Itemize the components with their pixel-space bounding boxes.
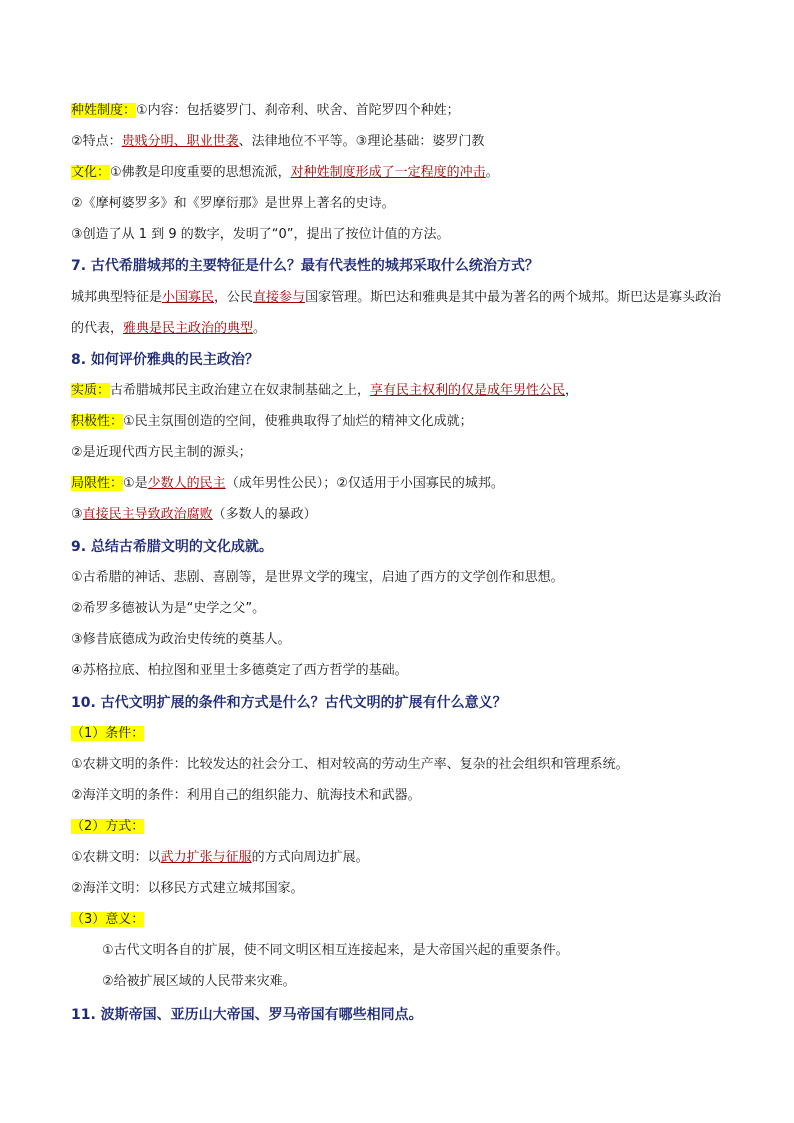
text: 国家管理。斯巴达和雅典是其中最为著名的两个城邦。斯巴达是寡头政治的代表， — [71, 290, 722, 336]
conditions-heading — [71, 724, 144, 744]
key-point: 贵贱分明、职业世袭 — [121, 134, 239, 149]
literature-line — [71, 568, 564, 588]
city-state-paragraph — [71, 282, 723, 344]
highlight-label: （1）条件： — [71, 726, 145, 741]
maritime-method-line — [71, 879, 304, 899]
numerals-line — [71, 225, 449, 245]
text: 的方式向周边扩展。 — [251, 850, 369, 865]
text: ③创造了从 1 到 9 的数字，发明了“0”，提出了按位计值的方法。 — [71, 227, 450, 242]
highlight-label: 积极性： — [71, 414, 124, 429]
agrarian-conditions-line — [71, 755, 629, 775]
highlight-label: 种姓制度： — [71, 103, 137, 118]
positive-line — [71, 412, 473, 432]
highlight-label: 文化： — [71, 165, 111, 180]
text: ①是 — [123, 476, 148, 491]
text: ，公民 — [214, 290, 254, 305]
text: ， — [565, 383, 579, 398]
text: ①民主氛围创造的空间，使雅典取得了灿烂的精神文化成就； — [123, 414, 473, 429]
agrarian-method-line — [71, 848, 369, 868]
text: ③ — [71, 507, 83, 522]
highlight-label: （3）意义： — [71, 912, 145, 927]
text: ①佛教是印度重要的思想流派， — [110, 165, 291, 180]
text: 。 — [485, 165, 499, 180]
question-8: 8. 如何评价雅典的民主政治？ — [71, 352, 259, 368]
key-point: 直接民主导致政治腐败 — [82, 507, 213, 522]
text: ④苏格拉底、柏拉图和亚里士多德奠定了西方哲学的基础。 — [71, 663, 408, 678]
text: 城邦典型特征是 — [71, 290, 163, 305]
caste-features-line — [71, 132, 484, 152]
significance-line-2 — [102, 972, 296, 992]
key-point: 雅典是民主政治的典型 — [123, 321, 254, 336]
text: ②《摩柯婆罗多》和《罗摩衍那》是世界上著名的史诗。 — [71, 196, 395, 211]
key-point: 小国寡民 — [162, 290, 215, 305]
text: ①内容：包括婆罗门、刹帝利、吠舍、首陀罗四个种姓； — [136, 103, 460, 118]
key-point: 对种姓制度形成了一定程度的冲击 — [290, 165, 486, 180]
text: 、法律地位不平等。③理论基础：婆罗门教 — [238, 134, 485, 149]
question-11: 11. 波斯帝国、亚历山大帝国、罗马帝国有哪些相同点。 — [71, 1007, 423, 1023]
text: ②海洋文明：以移民方式建立城邦国家。 — [71, 881, 304, 896]
significance-line-1 — [102, 941, 569, 961]
question-7: 7. 古代希腊城邦的主要特征是什么？最有代表性的城邦采取什么统治方式？ — [71, 258, 539, 274]
philosophy-line — [71, 661, 408, 681]
text: ②希罗多德被认为是“史学之父”。 — [71, 601, 266, 616]
text: ③修昔底德成为政治史传统的奠基人。 — [71, 632, 291, 647]
epics-line — [71, 194, 395, 214]
highlight-label: （2）方式： — [71, 819, 145, 834]
maritime-conditions-line — [71, 786, 421, 806]
text: 。 — [253, 321, 267, 336]
text: （多数人的暴政） — [212, 507, 317, 522]
key-point: 武力扩张与征服 — [160, 850, 252, 865]
highlight-label: 实质： — [71, 383, 111, 398]
key-point: 直接参与 — [253, 290, 306, 305]
text: 古希腊城邦民主政治建立在奴隶制基础之上， — [110, 383, 371, 398]
text: ①古希腊的神话、悲剧、喜剧等，是世界文学的瑰宝，启迪了西方的文学创作和思想。 — [71, 570, 564, 585]
text: ①农耕文明的条件：比较发达的社会分工、相对较高的劳动生产率、复杂的社会组织和管理系统。 — [71, 757, 629, 772]
methods-heading — [71, 817, 144, 837]
origin-line — [71, 443, 252, 463]
text: ②是近现代西方民主制的源头； — [71, 445, 252, 460]
corruption-line — [71, 505, 317, 525]
question-9: 9. 总结古希腊文明的文化成就。 — [71, 539, 273, 555]
essence-line — [71, 381, 578, 401]
text: ②海洋文明的条件：利用自己的组织能力、航海技术和武器。 — [71, 788, 421, 803]
herodotus-line — [71, 599, 265, 619]
text: （成年男性公民）；②仅适用于小国寡民的城邦。 — [225, 476, 504, 491]
caste-system-line — [71, 101, 460, 121]
highlight-label: 局限性： — [71, 476, 124, 491]
text: ①农耕文明：以 — [71, 850, 161, 865]
thucydides-line — [71, 630, 291, 650]
key-point: 享有民主权利的仅是成年男性公民 — [370, 383, 566, 398]
text: ②特点： — [71, 134, 122, 149]
key-point: 少数人的民主 — [147, 476, 226, 491]
text: ①古代文明各自的扩展，使不同文明区相互连接起来，是大帝国兴起的重要条件。 — [102, 943, 569, 958]
culture-line — [71, 163, 499, 183]
limitation-line — [71, 474, 504, 494]
significance-heading — [71, 910, 144, 930]
question-10: 10. 古代文明扩展的条件和方式是什么？古代文明的扩展有什么意义？ — [71, 695, 507, 711]
text: ②给被扩展区域的人民带来灾难。 — [102, 974, 296, 989]
